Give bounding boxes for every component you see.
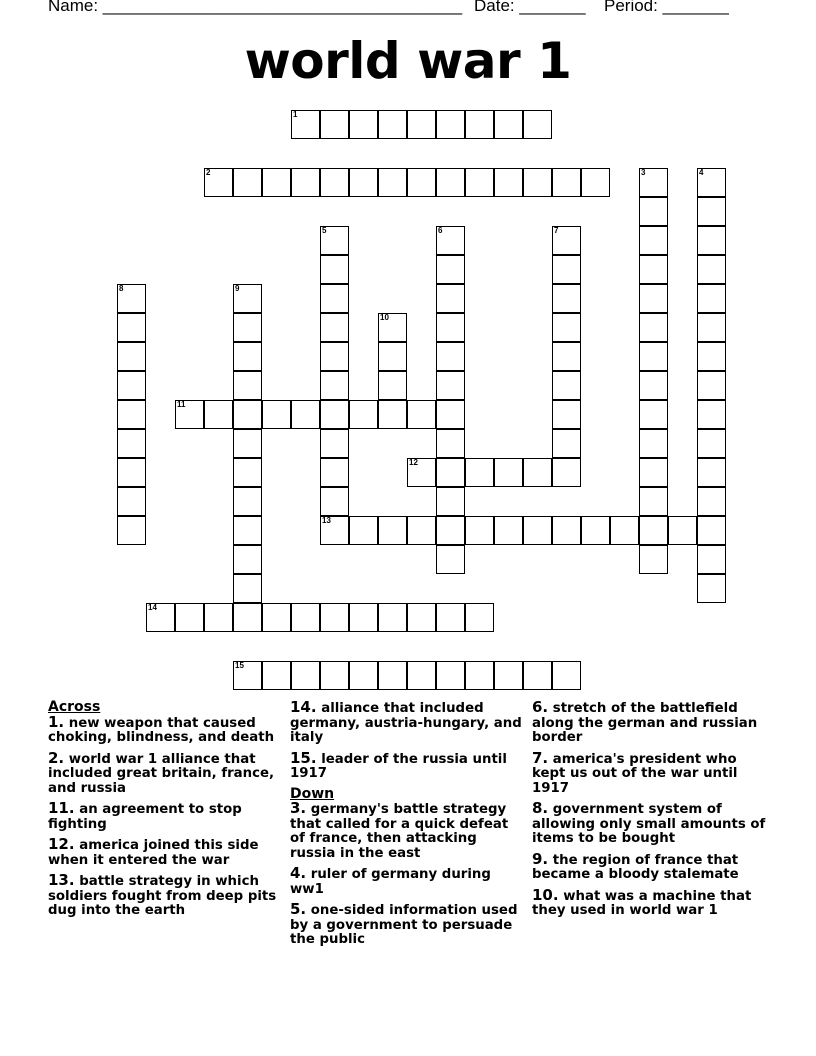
grid-cell[interactable] bbox=[349, 400, 378, 429]
grid-cell[interactable] bbox=[320, 458, 349, 487]
grid-cell[interactable] bbox=[320, 603, 349, 632]
grid-cell[interactable] bbox=[552, 458, 581, 487]
clue-item-number: 3. bbox=[290, 799, 307, 817]
grid-cell[interactable] bbox=[639, 255, 668, 284]
puzzle-title: world war 1 bbox=[244, 32, 572, 90]
grid-cell[interactable] bbox=[610, 516, 639, 545]
grid-cell[interactable] bbox=[639, 284, 668, 313]
grid-cell[interactable] bbox=[697, 545, 726, 574]
grid-cell[interactable] bbox=[117, 400, 146, 429]
across-heading: Across bbox=[48, 699, 101, 715]
grid-cell[interactable] bbox=[320, 516, 349, 545]
grid-cell[interactable] bbox=[668, 516, 697, 545]
grid-cell[interactable] bbox=[523, 661, 552, 690]
grid-cell[interactable] bbox=[552, 429, 581, 458]
clue-item-text: stretch of the battlefield along the german and russian border bbox=[532, 701, 758, 745]
grid-cell[interactable] bbox=[697, 487, 726, 516]
grid-cell[interactable] bbox=[552, 284, 581, 313]
grid-cell[interactable] bbox=[233, 371, 262, 400]
grid-cell[interactable] bbox=[407, 110, 436, 139]
grid-cell[interactable] bbox=[175, 603, 204, 632]
grid-cell[interactable] bbox=[233, 574, 262, 603]
period-field[interactable]: Period: _______ bbox=[604, 0, 729, 15]
grid-cell[interactable] bbox=[233, 487, 262, 516]
grid-cell[interactable] bbox=[117, 458, 146, 487]
grid-cell[interactable] bbox=[233, 458, 262, 487]
clue-item-text: america's president who kept us out of the war until 1917 bbox=[532, 751, 738, 796]
grid-cell[interactable] bbox=[320, 487, 349, 516]
grid-cell[interactable] bbox=[697, 168, 726, 197]
grid-cell[interactable] bbox=[523, 168, 552, 197]
grid-cell[interactable] bbox=[320, 284, 349, 313]
clue-item-text: what was a machine that they used in world war 1 bbox=[532, 888, 752, 918]
grid-cell[interactable] bbox=[262, 168, 291, 197]
grid-cell[interactable] bbox=[233, 400, 262, 429]
grid-cell[interactable] bbox=[204, 168, 233, 197]
clue-item bbox=[532, 700, 767, 746]
grid-cell[interactable] bbox=[349, 168, 378, 197]
grid-cell[interactable] bbox=[639, 516, 668, 545]
clue-item-number: 15. bbox=[290, 748, 317, 767]
grid-cell[interactable] bbox=[436, 284, 465, 313]
grid-cell[interactable] bbox=[465, 603, 494, 632]
grid-cell[interactable] bbox=[320, 429, 349, 458]
grid-cell[interactable] bbox=[204, 400, 233, 429]
grid-cell[interactable] bbox=[117, 429, 146, 458]
grid-cell[interactable] bbox=[552, 168, 581, 197]
grid-cell[interactable] bbox=[407, 603, 436, 632]
clue-item bbox=[532, 801, 767, 847]
grid-cell[interactable] bbox=[320, 661, 349, 690]
grid-cell[interactable] bbox=[233, 342, 262, 371]
clue-item-text: germany's battle strategy that called for a quick defeat of france, then attacking russia in the east bbox=[290, 802, 509, 861]
grid-cell[interactable] bbox=[262, 400, 291, 429]
grid-cell[interactable] bbox=[407, 516, 436, 545]
grid-cell[interactable] bbox=[552, 516, 581, 545]
clue-item-text: alliance that included germany, austria-hungary, and italy bbox=[290, 701, 522, 745]
grid-cell[interactable] bbox=[523, 458, 552, 487]
grid-cell[interactable] bbox=[175, 400, 204, 429]
grid-cell[interactable] bbox=[233, 516, 262, 545]
grid-cell[interactable] bbox=[697, 313, 726, 342]
grid-cell[interactable] bbox=[494, 661, 523, 690]
grid-cell[interactable] bbox=[233, 603, 262, 632]
grid-cell[interactable] bbox=[436, 516, 465, 545]
clue-item-number: 14. bbox=[290, 698, 317, 716]
grid-cell[interactable] bbox=[349, 110, 378, 139]
grid-cell[interactable] bbox=[552, 313, 581, 342]
grid-cell[interactable] bbox=[233, 545, 262, 574]
grid-cell[interactable] bbox=[639, 429, 668, 458]
grid-cell[interactable] bbox=[436, 603, 465, 632]
clue-item-text: america joined this side when it entered the war bbox=[48, 838, 259, 868]
grid-cell[interactable] bbox=[349, 516, 378, 545]
grid-cell[interactable] bbox=[378, 371, 407, 400]
grid-cell[interactable] bbox=[465, 458, 494, 487]
clue-item-number: 1. bbox=[48, 712, 65, 731]
grid-cell[interactable] bbox=[233, 661, 262, 690]
clue-item-text: one-sided information used by a government to persuade the public bbox=[290, 903, 518, 947]
clue-item-text: battle strategy in which soldiers fought from deep pits dug into the earth bbox=[48, 874, 277, 918]
grid-cell[interactable] bbox=[639, 458, 668, 487]
clue-number: 4 bbox=[699, 168, 704, 177]
grid-cell[interactable] bbox=[233, 429, 262, 458]
grid-cell[interactable] bbox=[291, 168, 320, 197]
grid-cell[interactable] bbox=[494, 110, 523, 139]
clue-item-number: 2. bbox=[48, 748, 65, 767]
date-field[interactable]: Date: _______ bbox=[474, 0, 586, 15]
grid-cell[interactable] bbox=[378, 168, 407, 197]
grid-cell[interactable] bbox=[233, 284, 262, 313]
grid-cell[interactable] bbox=[465, 661, 494, 690]
grid-cell[interactable] bbox=[204, 603, 233, 632]
clue-column-1 bbox=[48, 700, 283, 924]
grid-cell[interactable] bbox=[465, 168, 494, 197]
grid-cell[interactable] bbox=[639, 400, 668, 429]
grid-cell[interactable] bbox=[697, 197, 726, 226]
clue-item bbox=[532, 849, 767, 883]
grid-cell[interactable] bbox=[494, 168, 523, 197]
clue-item bbox=[290, 700, 525, 746]
clue-item bbox=[48, 873, 283, 919]
grid-cell[interactable] bbox=[378, 603, 407, 632]
clue-item-number: 11. bbox=[48, 799, 75, 817]
grid-cell[interactable] bbox=[581, 516, 610, 545]
grid-cell[interactable] bbox=[639, 197, 668, 226]
grid-cell[interactable] bbox=[552, 342, 581, 371]
grid-cell[interactable] bbox=[697, 400, 726, 429]
grid-cell[interactable] bbox=[233, 313, 262, 342]
clue-number: 5 bbox=[322, 226, 327, 235]
clue-number: 12 bbox=[409, 458, 418, 467]
clue-item bbox=[48, 748, 283, 797]
grid-cell[interactable] bbox=[639, 342, 668, 371]
clue-item bbox=[48, 712, 283, 746]
grid-cell[interactable] bbox=[320, 226, 349, 255]
grid-cell[interactable] bbox=[378, 110, 407, 139]
clue-number: 6 bbox=[438, 226, 443, 235]
grid-cell[interactable] bbox=[494, 458, 523, 487]
clue-item-number: 13. bbox=[48, 871, 75, 889]
grid-cell[interactable] bbox=[117, 516, 146, 545]
grid-cell[interactable] bbox=[407, 168, 436, 197]
clue-item-text: world war 1 alliance that included great britain, france, and russia bbox=[48, 751, 275, 796]
grid-cell[interactable] bbox=[320, 313, 349, 342]
grid-cell[interactable] bbox=[697, 371, 726, 400]
grid-cell[interactable] bbox=[552, 226, 581, 255]
clue-item-number: 7. bbox=[532, 748, 549, 767]
clue-number: 11 bbox=[177, 400, 186, 409]
grid-cell[interactable] bbox=[697, 284, 726, 313]
grid-cell[interactable] bbox=[117, 487, 146, 516]
grid-cell[interactable] bbox=[320, 255, 349, 284]
grid-cell[interactable] bbox=[436, 371, 465, 400]
clue-item bbox=[290, 748, 525, 782]
grid-cell[interactable] bbox=[465, 516, 494, 545]
clue-item bbox=[532, 885, 767, 919]
grid-cell[interactable] bbox=[552, 400, 581, 429]
clue-item-number: 5. bbox=[290, 900, 307, 918]
grid-cell[interactable] bbox=[291, 603, 320, 632]
clue-number: 14 bbox=[148, 603, 157, 612]
clue-number: 9 bbox=[235, 284, 240, 293]
grid-cell[interactable] bbox=[436, 661, 465, 690]
clue-item-number: 10. bbox=[532, 885, 559, 904]
clue-item-number: 12. bbox=[48, 835, 75, 853]
clue-number: 3 bbox=[641, 168, 646, 177]
clue-number: 10 bbox=[380, 313, 389, 322]
clue-item bbox=[290, 902, 525, 948]
grid-cell[interactable] bbox=[262, 603, 291, 632]
grid-cell[interactable] bbox=[407, 661, 436, 690]
clue-column-3 bbox=[532, 700, 767, 924]
grid-cell[interactable] bbox=[697, 255, 726, 284]
grid-cell[interactable] bbox=[262, 661, 291, 690]
grid-cell[interactable] bbox=[320, 110, 349, 139]
grid-cell[interactable] bbox=[378, 516, 407, 545]
clue-number: 7 bbox=[554, 226, 559, 235]
clue-column-2 bbox=[290, 700, 525, 953]
grid-cell[interactable] bbox=[378, 400, 407, 429]
grid-cell[interactable] bbox=[697, 226, 726, 255]
grid-cell[interactable] bbox=[436, 255, 465, 284]
grid-cell[interactable] bbox=[291, 400, 320, 429]
grid-cell[interactable] bbox=[378, 313, 407, 342]
grid-cell[interactable] bbox=[436, 110, 465, 139]
clue-item-number: 9. bbox=[532, 849, 549, 868]
clue-item-number: 4. bbox=[290, 864, 307, 882]
clue-item bbox=[532, 748, 767, 797]
grid-cell[interactable] bbox=[349, 661, 378, 690]
grid-cell[interactable] bbox=[378, 342, 407, 371]
grid-cell[interactable] bbox=[436, 487, 465, 516]
clue-item bbox=[48, 801, 283, 832]
grid-cell[interactable] bbox=[436, 342, 465, 371]
grid-cell[interactable] bbox=[320, 168, 349, 197]
grid-cell[interactable] bbox=[436, 545, 465, 574]
clue-number: 13 bbox=[322, 516, 331, 525]
grid-cell[interactable] bbox=[552, 371, 581, 400]
grid-cell[interactable] bbox=[436, 313, 465, 342]
grid-cell[interactable] bbox=[117, 371, 146, 400]
clue-item-number: 8. bbox=[532, 799, 549, 817]
clue-item bbox=[290, 801, 525, 861]
grid-cell[interactable] bbox=[233, 168, 262, 197]
grid-cell[interactable] bbox=[436, 458, 465, 487]
clue-number: 15 bbox=[235, 661, 244, 670]
clue-number: 8 bbox=[119, 284, 124, 293]
grid-cell[interactable] bbox=[697, 516, 726, 545]
grid-cell[interactable] bbox=[436, 168, 465, 197]
grid-cell[interactable] bbox=[697, 342, 726, 371]
grid-cell[interactable] bbox=[639, 371, 668, 400]
grid-cell[interactable] bbox=[407, 400, 436, 429]
grid-cell[interactable] bbox=[639, 487, 668, 516]
down-heading: Down bbox=[290, 785, 335, 802]
clue-number: 1 bbox=[293, 110, 298, 119]
clue-number: 2 bbox=[206, 168, 211, 177]
grid-cell[interactable] bbox=[552, 661, 581, 690]
grid-cell[interactable] bbox=[581, 168, 610, 197]
grid-cell[interactable] bbox=[552, 255, 581, 284]
grid-cell[interactable] bbox=[320, 400, 349, 429]
grid-cell[interactable] bbox=[117, 313, 146, 342]
grid-cell[interactable] bbox=[291, 661, 320, 690]
grid-cell[interactable] bbox=[117, 342, 146, 371]
clue-item-number: 6. bbox=[532, 698, 549, 716]
grid-cell[interactable] bbox=[436, 226, 465, 255]
grid-cell[interactable] bbox=[349, 603, 378, 632]
grid-cell[interactable] bbox=[320, 342, 349, 371]
clue-item-text: ruler of germany during ww1 bbox=[290, 867, 491, 897]
clue-item-text: leader of the russia until 1917 bbox=[290, 751, 507, 781]
grid-cell[interactable] bbox=[639, 168, 668, 197]
grid-cell[interactable] bbox=[436, 400, 465, 429]
clue-item bbox=[48, 837, 283, 868]
grid-cell[interactable] bbox=[494, 516, 523, 545]
clue-item-text: new weapon that caused choking, blindness, and death bbox=[48, 715, 275, 745]
grid-cell[interactable] bbox=[523, 516, 552, 545]
grid-cell[interactable] bbox=[639, 313, 668, 342]
clue-item bbox=[290, 866, 525, 897]
clue-item-text: government system of allowing only small amounts of items to be bought bbox=[532, 802, 766, 846]
grid-cell[interactable] bbox=[697, 429, 726, 458]
grid-cell[interactable] bbox=[697, 574, 726, 603]
grid-cell[interactable] bbox=[146, 603, 175, 632]
grid-cell[interactable] bbox=[639, 226, 668, 255]
grid-cell[interactable] bbox=[465, 110, 494, 139]
grid-cell[interactable] bbox=[407, 458, 436, 487]
grid-cell[interactable] bbox=[320, 371, 349, 400]
grid-cell[interactable] bbox=[378, 661, 407, 690]
grid-cell[interactable] bbox=[291, 110, 320, 139]
clue-item-text: the region of france that became a bloody stalemate bbox=[532, 852, 739, 882]
grid-cell[interactable] bbox=[436, 429, 465, 458]
grid-cell[interactable] bbox=[639, 545, 668, 574]
clue-item-text: an agreement to stop fighting bbox=[48, 802, 242, 832]
grid-cell[interactable] bbox=[117, 284, 146, 313]
grid-cell[interactable] bbox=[523, 110, 552, 139]
grid-cell[interactable] bbox=[697, 458, 726, 487]
name-field[interactable]: Name: ______________________________________ bbox=[48, 0, 463, 15]
